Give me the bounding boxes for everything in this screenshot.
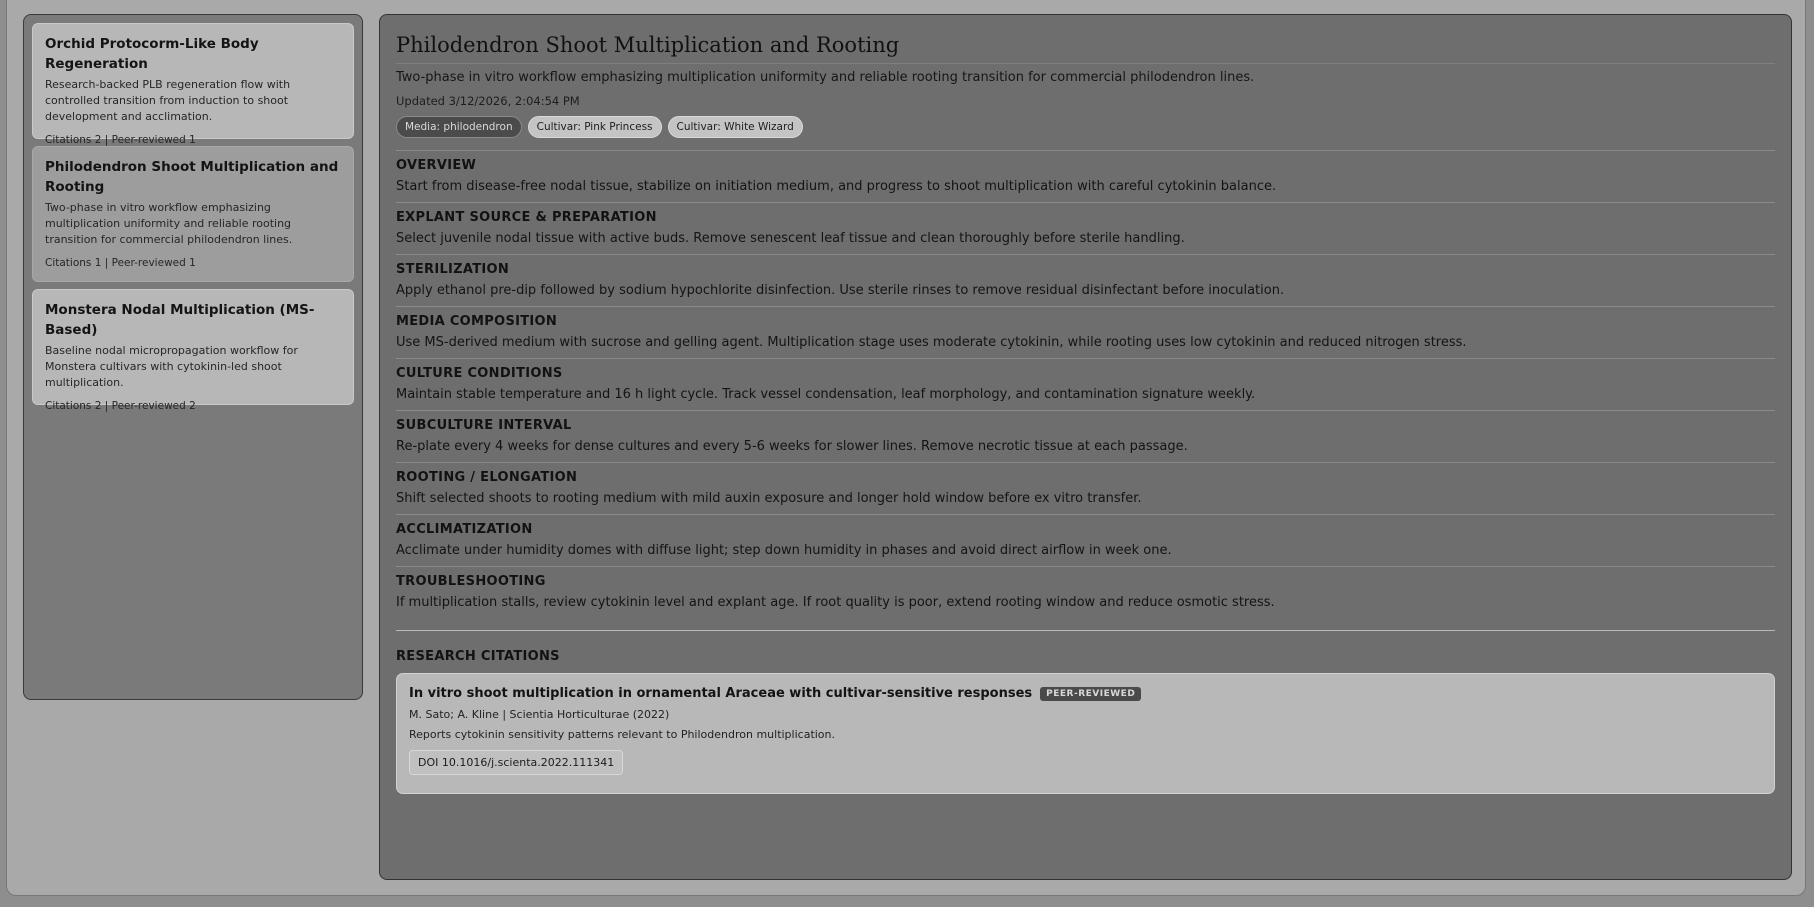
protocol-card-title: Orchid Protocorm-Like Body Regeneration <box>45 36 259 72</box>
section-body: Shift selected shoots to rooting medium with mild auxin exposure and longer hold window before ex vitro transfer. <box>396 491 1142 506</box>
section-sterilization <box>396 255 1775 306</box>
peer-reviewed-badge: PEER-REVIEWED <box>1040 687 1141 701</box>
section-body: Start from disease-free nodal tissue, stabilize on initiation medium, and progress to shoot multiplication with careful cytokinin balance. <box>396 179 1277 194</box>
section-body: Maintain stable temperature and 16 h light cycle. Track vessel condensation, leaf morphology, and contamination signature weekly. <box>396 387 1256 402</box>
section-media <box>396 307 1775 358</box>
tag-list <box>396 116 1775 138</box>
section-troubleshooting <box>396 567 1775 618</box>
citations-divider <box>396 630 1775 631</box>
citation-title-row <box>409 686 1762 701</box>
protocol-card-description: Baseline nodal micropropagation workflow for Monstera cultivars with cytokinin-led shoot multiplication. <box>45 344 298 389</box>
section-acclimatization <box>396 515 1775 566</box>
section-overview <box>396 151 1775 202</box>
section-heading: SUBCULTURE INTERVAL <box>396 418 572 433</box>
title-divider <box>396 63 1775 64</box>
section-heading: STERILIZATION <box>396 262 510 277</box>
citation-card <box>396 673 1775 794</box>
updated-timestamp: Updated 3/12/2026, 2:04:54 PM <box>396 94 580 108</box>
protocol-card-selected[interactable] <box>32 146 354 282</box>
section-rooting <box>396 463 1775 514</box>
protocol-card-description: Research-backed PLB regeneration flow with controlled transition from induction to shoot development and acclimation. <box>45 78 291 123</box>
protocol-detail <box>379 14 1792 880</box>
protocol-card-description: Two-phase in vitro workflow emphasizing multiplication uniformity and reliable rooting transition for commercial philodendron lines. <box>45 201 293 246</box>
section-heading: ROOTING / ELONGATION <box>396 470 578 485</box>
section-body: If multiplication stalls, review cytokinin level and explant age. If root quality is poor, extend rooting window and reduce osmotic stress. <box>396 595 1275 610</box>
citation-title: In vitro shoot multiplication in ornamental Araceae with cultivar-sensitive responses <box>409 686 1033 701</box>
protocol-card[interactable] <box>32 289 354 412</box>
protocol-card-title: Monstera Nodal Multiplication (MS-Based) <box>45 302 315 338</box>
section-heading: TROUBLESHOOTING <box>396 574 546 589</box>
tag-cultivar[interactable]: Cultivar: White Wizard <box>668 116 803 138</box>
citation-authors: M. Sato; A. Kline | Scientia Horticulturae (2022) <box>409 708 670 721</box>
protocol-card-title: Philodendron Shoot Multiplication and Rooting <box>45 159 339 195</box>
section-heading: ACCLIMATIZATION <box>396 522 533 537</box>
section-body: Acclimate under humidity domes with diffuse light; step down humidity in phases and avoid direct airflow in week one. <box>396 543 1172 558</box>
section-subculture <box>396 411 1775 462</box>
protocol-card-meta: Citations 2 | Peer-reviewed 1 <box>45 134 196 146</box>
protocol-card[interactable] <box>32 23 354 146</box>
section-heading: CULTURE CONDITIONS <box>396 366 563 381</box>
citation-note: Reports cytokinin sensitivity patterns relevant to Philodendron multiplication. <box>409 728 836 741</box>
section-body: Select juvenile nodal tissue with active buds. Remove senescent leaf tissue and clean thoroughly before sterile handling. <box>396 231 1185 246</box>
page-title: Philodendron Shoot Multiplication and Rooting <box>396 33 900 57</box>
section-body: Use MS-derived medium with sucrose and gelling agent. Multiplication stage uses moderate cytokinin, while rooting uses low cytokinin and reduced nitrogen stress. <box>396 335 1467 350</box>
section-heading: MEDIA COMPOSITION <box>396 314 558 329</box>
section-heading: OVERVIEW <box>396 158 477 173</box>
protocol-card-meta: Citations 1 | Peer-reviewed 1 <box>45 257 196 269</box>
protocol-card-meta: Citations 2 | Peer-reviewed 2 <box>45 400 196 412</box>
section-body: Re-plate every 4 weeks for dense cultures and every 5-6 weeks for slower lines. Remove necrotic tissue at each passage. <box>396 439 1188 454</box>
citations-heading: RESEARCH CITATIONS <box>396 649 560 664</box>
section-heading: EXPLANT SOURCE & PREPARATION <box>396 210 657 225</box>
doi-link[interactable]: DOI 10.1016/j.scienta.2022.111341 <box>409 750 623 775</box>
section-body: Apply ethanol pre-dip followed by sodium hypochlorite disinfection. Use sterile rinses to remove residual disinfectant before inoculation. <box>396 283 1285 298</box>
section-explant <box>396 203 1775 254</box>
tag-cultivar[interactable]: Cultivar: Pink Princess <box>528 116 662 138</box>
tag-media[interactable]: Media: philodendron <box>396 116 522 138</box>
protocol-list <box>23 14 363 700</box>
section-culture <box>396 359 1775 410</box>
page-subtitle: Two-phase in vitro workflow emphasizing multiplication uniformity and reliable rooting transition for commercial philodendron lines. <box>396 70 1255 85</box>
